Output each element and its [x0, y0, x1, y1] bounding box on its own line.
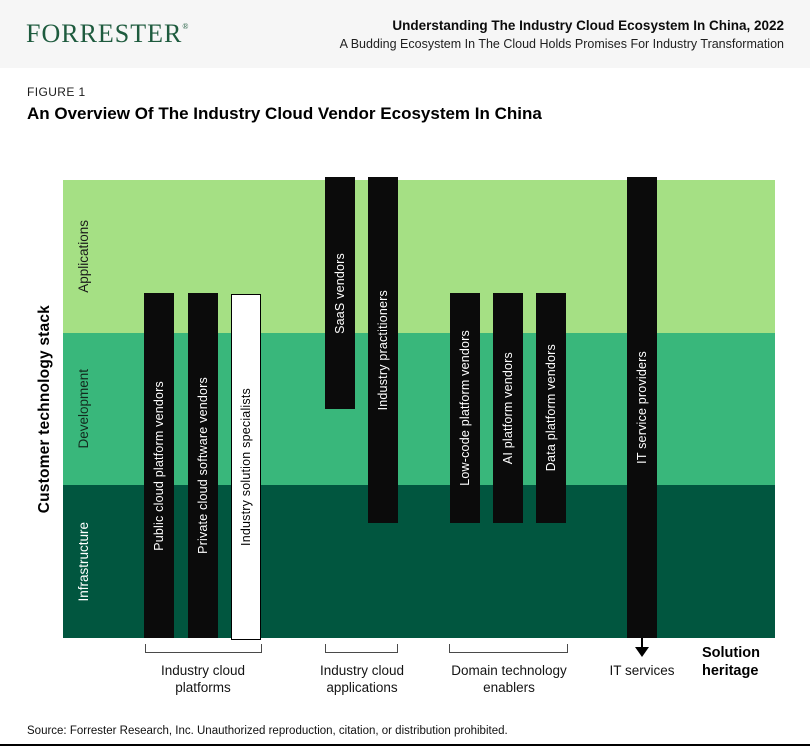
stack-band-label: Development [76, 369, 91, 449]
vendor-bar-label: Industry solution specialists [239, 388, 253, 546]
stack-chart [63, 180, 775, 638]
down-arrow-stem [641, 638, 643, 649]
vendor-bar-label: Public cloud platform vendors [152, 380, 166, 551]
report-subtitle: A Budding Ecosystem In The Cloud Holds Promises For Industry Transformation [339, 36, 784, 51]
header-titles [340, 18, 784, 51]
vendor-bar-label: Private cloud software vendors [196, 377, 210, 554]
report-title: Understanding The Industry Cloud Ecosystem In China, 2022 [392, 17, 784, 33]
down-arrow-icon [635, 647, 649, 657]
solution-heritage-line: heritage [702, 662, 759, 679]
group-label-industry-cloud-applications [267, 662, 457, 696]
group-label-line: Industry cloud [319, 663, 405, 678]
vendor-bar-label: Industry practitioners [376, 289, 390, 411]
stack-band-infrastructure [63, 485, 775, 638]
group-label-domain-technology-enablers [414, 662, 604, 696]
vendor-bar-label: SaaS vendors [333, 252, 347, 334]
group-label-line: applications [326, 680, 398, 695]
group-label-line: Industry cloud [160, 663, 246, 678]
forrester-logo-text: FORRESTER [26, 19, 183, 48]
group-label-line: enablers [483, 680, 535, 695]
group-bracket-industry-cloud-platforms [145, 644, 262, 653]
source-note: Source: Forrester Research, Inc. Unauthorized reproduction, citation, or distribution prohibited. [27, 725, 508, 737]
solution-heritage-label [702, 645, 760, 680]
vendor-bar-label: Data platform vendors [544, 344, 558, 472]
group-bracket-domain-technology-enablers [449, 644, 568, 653]
stack-band-applications [63, 180, 775, 333]
stack-band-label: Applications [76, 220, 91, 293]
vendor-bar-label: Low-code platform vendors [458, 330, 472, 486]
registered-trademark-icon: ® [182, 22, 189, 31]
stack-band-label: Infrastructure [76, 521, 91, 602]
figure-label: FIGURE 1 [27, 85, 86, 99]
group-label-line: Domain technology [451, 663, 567, 678]
group-label-line: IT services [609, 663, 675, 678]
stack-axis-label: Customer technology stack [36, 304, 53, 514]
forrester-logo [26, 21, 188, 47]
vendor-bar-label: IT service providers [635, 351, 649, 464]
figure-title: An Overview Of The Industry Cloud Vendor Ecosystem In China [27, 104, 542, 123]
vendor-bar-label: AI platform vendors [501, 351, 515, 465]
group-bracket-industry-cloud-applications [325, 644, 398, 653]
stack-band-development [63, 333, 775, 485]
report-header [0, 0, 810, 68]
solution-heritage-line: Solution [702, 645, 760, 661]
group-label-industry-cloud-platforms [108, 662, 298, 696]
group-label-line: platforms [175, 680, 231, 695]
stack-axis [36, 180, 54, 638]
